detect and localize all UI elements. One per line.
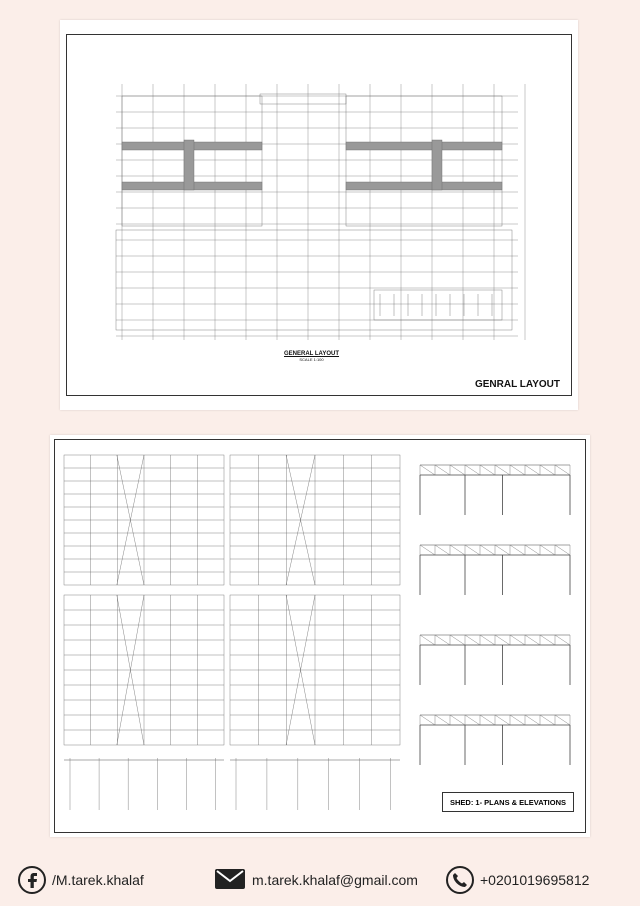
plans-elevations-drawing — [50, 435, 590, 837]
facebook-contact[interactable] — [18, 862, 144, 898]
email-address: m.tarek.khalaf@gmail.com — [252, 872, 418, 888]
email-contact[interactable] — [214, 862, 418, 898]
plans-elevations-sheet — [50, 435, 590, 837]
facebook-handle: /M.tarek.khalaf — [52, 872, 144, 888]
phone-icon — [446, 866, 474, 894]
sheet-title: SHED: 1- PLANS & ELEVATIONS — [442, 792, 574, 812]
sheet-title: GENRAL LAYOUT — [474, 379, 560, 390]
phone-number: +0201019695812 — [480, 872, 590, 888]
general-layout-sheet — [60, 20, 578, 410]
facebook-icon — [18, 866, 46, 894]
phone-contact[interactable] — [446, 862, 589, 898]
email-icon — [214, 868, 246, 893]
caption-title: GENERAL LAYOUT — [284, 351, 340, 357]
drawing-caption — [284, 351, 339, 363]
caption-scale: SCALE 1:100 — [299, 357, 324, 362]
